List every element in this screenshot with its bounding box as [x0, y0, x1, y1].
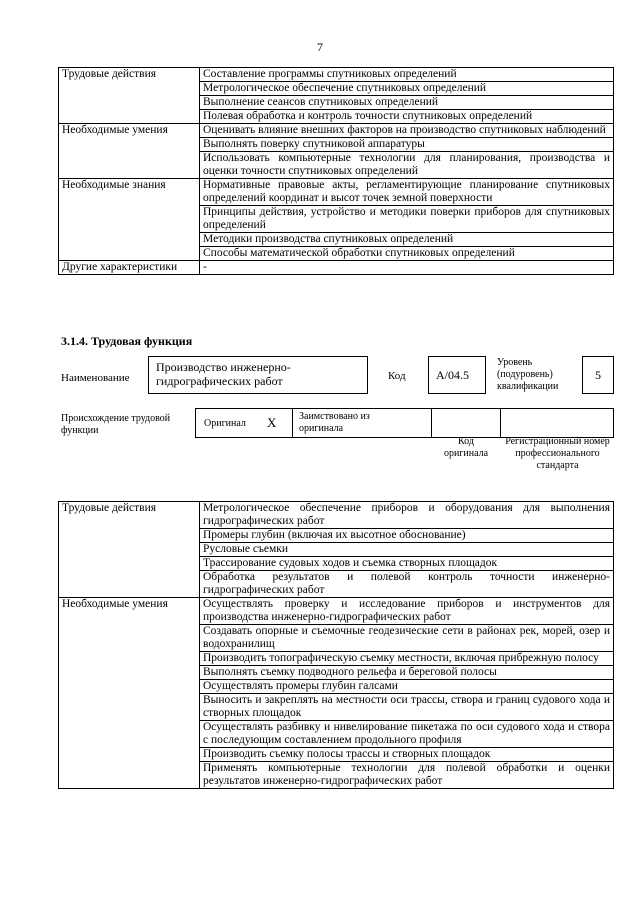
row-item: Составление программы спутниковых определений	[200, 68, 614, 82]
original-box	[195, 408, 293, 438]
row-item: Производить топографическую съемку местности, включая прибрежную полосу	[200, 652, 614, 666]
table-2	[58, 501, 614, 789]
row-item: -	[200, 261, 614, 275]
code-box	[428, 356, 486, 394]
row-item: Трассирование судовых ходов и съемка створных площадок	[200, 557, 614, 571]
original-label: Оригинал	[204, 418, 246, 429]
table-row	[59, 179, 614, 206]
row-item: Создавать опорные и съемочные геодезические сети в районах рек, морей, озер и водохранилищ	[200, 625, 614, 652]
name-box	[148, 356, 368, 394]
row-label: Другие характеристики	[59, 261, 200, 275]
row-item: Метрологическое обеспечение приборов и оборудования для выполнения гидрографических работ	[200, 502, 614, 529]
table-row	[59, 261, 614, 275]
row-label: Необходимые умения	[59, 598, 200, 789]
table-row	[59, 68, 614, 82]
reg-number-label: Регистрационный номер профессионального стандарта	[505, 436, 610, 471]
code-label: Код	[388, 370, 406, 382]
section-title: 3.1.4. Трудовая функция	[61, 334, 193, 348]
original-mark: X	[267, 415, 277, 430]
row-item: Метрологическое обеспечение спутниковых определений	[200, 82, 614, 96]
table-row	[59, 124, 614, 138]
row-item: Принципы действия, устройство и методики поверки приборов для спутниковых определений	[200, 206, 614, 233]
row-item: Выносить и закреплять на местности оси трассы, створа и границ судового хода и створных площадок	[200, 694, 614, 721]
row-item: Выполнять съемку подводного рельефа и береговой полосы	[200, 666, 614, 680]
row-item: Выполнять поверку спутниковой аппаратуры	[200, 138, 614, 152]
row-item: Методики производства спутниковых определений	[200, 233, 614, 247]
name-label: Наименование	[61, 372, 130, 384]
row-item: Производить съемку полосы трассы и створных площадок	[200, 748, 614, 762]
row-item: Русловые съемки	[200, 543, 614, 557]
borrowed-label: Заимствовано из оригинала	[299, 411, 370, 434]
row-item: Использовать компьютерные технологии для планирования, производства и оценки точности спутниковых определений	[200, 152, 614, 179]
row-item: Выполнение сеансов спутниковых определений	[200, 96, 614, 110]
row-label: Трудовые действия	[59, 502, 200, 598]
row-item: Способы математической обработки спутниковых определений	[200, 247, 614, 261]
row-label: Необходимые знания	[59, 179, 200, 261]
table-1	[58, 67, 614, 275]
row-item: Осуществлять промеры глубин галсами	[200, 680, 614, 694]
table-row	[59, 598, 614, 625]
borrowed-box	[292, 408, 432, 438]
row-item: Нормативные правовые акты, регламентирующие планирование спутниковых определений координат и высот точек земной поверхности	[200, 179, 614, 206]
page-number: 7	[317, 40, 323, 54]
code-original-box	[431, 408, 501, 438]
row-item: Применять компьютерные технологии для полевой обработки и оценки результатов инженерно-гидрографических работ	[200, 762, 614, 789]
name-value: Производство инженерно-гидрографических работ	[156, 360, 291, 388]
level-value: 5	[595, 368, 601, 382]
table-row	[59, 502, 614, 529]
row-item: Осуществлять проверку и исследование приборов и инструментов для производства инженерно-гидрографических работ	[200, 598, 614, 625]
origin-label: Происхождение трудовой функции	[61, 413, 171, 436]
code-value: A/04.5	[436, 368, 469, 382]
level-label: Уровень (подуровень) квалификации	[497, 357, 559, 392]
row-item: Осуществлять разбивку и нивелирование пикетажа по оси судового хода и створа с последующим составлением продольного профиля	[200, 721, 614, 748]
row-item: Оценивать влияние внешних факторов на производство спутниковых наблюдений	[200, 124, 614, 138]
level-box	[582, 356, 614, 394]
row-label: Необходимые умения	[59, 124, 200, 179]
row-item: Промеры глубин (включая их высотное обоснование)	[200, 529, 614, 543]
row-label: Трудовые действия	[59, 68, 200, 124]
reg-number-box	[500, 408, 614, 438]
row-item: Обработка результатов и полевой контроль точности инженерно-гидрографических работ	[200, 571, 614, 598]
row-item: Полевая обработка и контроль точности спутниковых определений	[200, 110, 614, 124]
code-original-label: Код оригинала	[443, 436, 489, 459]
